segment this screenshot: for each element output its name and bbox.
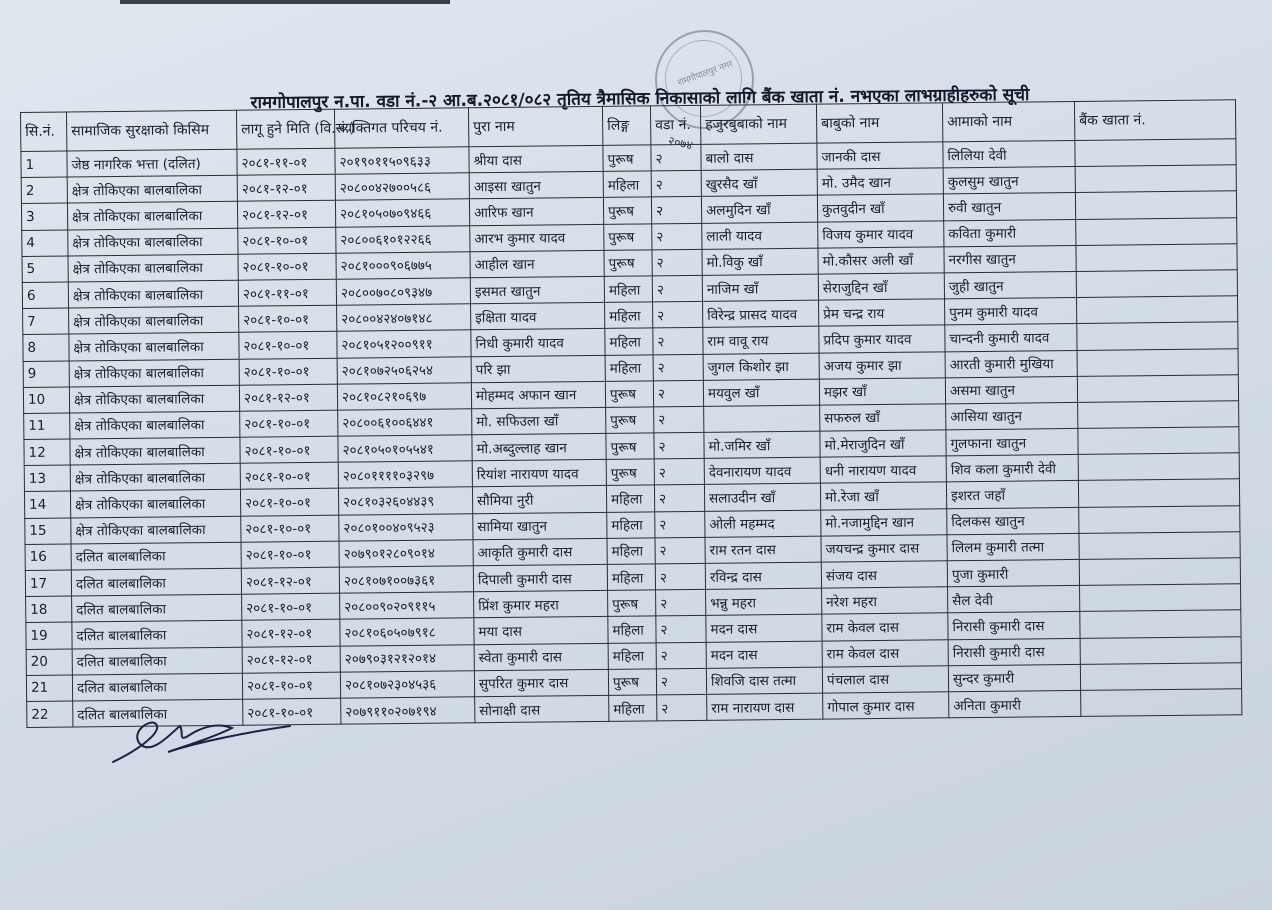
table-cell: क्षेत्र तोकिएका बालबालिका <box>69 306 239 334</box>
table-cell: राम रतन दास <box>705 536 821 563</box>
table-cell: धनी नारायण यादव <box>820 456 946 484</box>
table-cell: २०८०११११०३२९७ <box>338 461 472 489</box>
table-cell: 2 <box>21 177 67 204</box>
table-cell: मया दास <box>474 617 608 645</box>
table-cell: मो.मेराजुदिन खाँ <box>820 430 946 458</box>
table-cell: आकृति कुमारी दास <box>473 538 607 566</box>
table-cell: 12 <box>24 439 70 466</box>
table-cell: 10 <box>23 387 69 414</box>
table-cell: क्षेत्र तोकिएका बालबालिका <box>70 411 240 439</box>
table-cell: दलित बालबालिका <box>71 542 241 570</box>
table-cell: २ <box>654 432 704 459</box>
table-cell: महिला <box>605 354 653 381</box>
table-cell: 1 <box>21 151 67 178</box>
column-header: हजुरबुबाको नाम <box>700 104 816 144</box>
table-cell: क्षेत्र तोकिएका बालबालिका <box>69 359 239 387</box>
table-cell: २ <box>656 616 706 643</box>
table-cell: पुरूष <box>606 459 654 486</box>
table-cell: २०८१-१२-०१ <box>242 620 340 647</box>
table-cell: पंचलाल दास <box>822 666 948 694</box>
table-cell: सौमिया नुरी <box>472 486 606 514</box>
table-cell: महिला <box>605 328 653 355</box>
table-cell: राम वावू राय <box>703 326 819 353</box>
table-cell: महिला <box>605 302 653 329</box>
table-cell <box>1075 165 1236 193</box>
column-header: सामाजिक सुरक्षाको किसिम <box>67 110 237 151</box>
signature <box>108 712 298 772</box>
table-cell: २ <box>652 249 702 276</box>
table-cell: आसिया खातुन <box>946 402 1078 430</box>
table-cell: २०८००७०८०९३४७ <box>336 278 470 306</box>
table-cell: २०८१-१०-०१ <box>240 410 338 437</box>
table-body <box>21 139 1242 728</box>
table-cell: आहील खान <box>470 250 604 278</box>
table-cell: 9 <box>23 360 69 387</box>
document-title: रामगोपालपुर न.पा. वडा नं.-२ आ.ब.२०८१/०८२ तृतिय त्रैमासिक निकासाको लागि बैंक खाता नं. नभएका लाभग्राहीहरुको सूची <box>250 84 1030 114</box>
table-cell <box>1078 453 1239 481</box>
table-cell: स्वेता कुमारी दास <box>474 643 608 671</box>
table-cell: 4 <box>22 230 68 257</box>
table-cell: २०८१-१०-०१ <box>241 541 339 568</box>
column-header: आमाको नाम <box>942 101 1074 141</box>
table-cell: प्रेम चन्द्र राय <box>819 299 945 327</box>
signature-stroke <box>113 723 290 762</box>
table-cell: गुलफाना खातुन <box>946 429 1078 457</box>
table-cell: दलित बालबालिका <box>72 673 242 701</box>
table-cell: २०८००६१००६४४१ <box>338 409 472 437</box>
table-cell: २०८१०३२६०४४३९ <box>338 487 472 515</box>
table-cell <box>1077 374 1238 402</box>
table-cell: श्रीया दास <box>469 145 603 173</box>
table-cell: २ <box>656 668 706 695</box>
table-cell: जुगल किशोर झा <box>703 353 819 380</box>
table-cell <box>1080 610 1241 638</box>
table-cell: अनिता कुमारी <box>949 690 1081 718</box>
column-header: वडा नं. <box>650 105 700 145</box>
table-cell: २०८१-१०-०१ <box>241 515 339 542</box>
table-cell: सेराजुद्दिन खाँ <box>818 273 944 301</box>
table-cell: २०८००६१०१२२६६ <box>336 225 470 253</box>
table-cell: 3 <box>21 203 67 230</box>
table-cell: क्षेत्र तोकिएका बालबालिका <box>69 385 239 413</box>
column-header: बाबुको नाम <box>816 103 942 143</box>
table-cell: 7 <box>23 308 69 335</box>
table-cell: २०८१-१२-०१ <box>237 201 335 228</box>
table-cell: महिला <box>608 642 656 669</box>
table-cell: क्षेत्र तोकिएका बालबालिका <box>68 280 238 308</box>
column-header: व्यक्तिगत परिचय नं. <box>334 108 468 148</box>
table-cell: नरेश महरा <box>822 587 948 615</box>
table-cell <box>1081 689 1242 717</box>
table-cell: २०८१०७१००७३६१ <box>339 566 473 594</box>
table-cell: २०८१०५१२००९११ <box>337 330 471 358</box>
table-cell: सलाउदीन खाँ <box>704 484 820 511</box>
table-cell: इसमत खातुन <box>470 276 604 304</box>
table-cell: पुजा कुमारी <box>947 559 1079 587</box>
table-cell: २०८००४२७००५८६ <box>335 173 469 201</box>
table-cell: २ <box>656 590 706 617</box>
table-cell: २०८१-१०-०१ <box>240 462 338 489</box>
table-cell: खुरसैद खाँ <box>701 169 817 196</box>
table-cell: क्षेत्र तोकिएका बालबालिका <box>68 228 238 256</box>
table-cell: पुरूष <box>603 145 651 172</box>
table-cell: २०८१०७२३०४५३६ <box>340 671 474 699</box>
table-cell: २०८१-१०-०१ <box>242 593 340 620</box>
table-cell: २०८१०००९०६७७५ <box>336 252 470 280</box>
table-cell <box>1080 662 1241 690</box>
table-cell: महिला <box>609 695 657 722</box>
table-cell: २०८१-१०-०१ <box>240 436 338 463</box>
table-cell: कविता कुमारी <box>944 219 1076 247</box>
table-cell: संजय दास <box>821 561 947 589</box>
table-cell: चान्दनी कुमारी यादव <box>945 324 1077 352</box>
table-cell: २०८१-१०-०१ <box>238 253 336 280</box>
table-cell <box>1078 479 1239 507</box>
table-cell: २०८१-१२-०१ <box>242 646 340 673</box>
table-cell <box>1078 427 1239 455</box>
table-cell: २ <box>653 354 703 381</box>
table-cell: २०८१-१०-०१ <box>240 489 338 516</box>
table-cell: क्षेत्र तोकिएका बालबालिका <box>70 463 240 491</box>
table-cell <box>1079 558 1240 586</box>
table-cell: 16 <box>25 544 71 571</box>
table-cell: क्षेत्र तोकिएका बालबालिका <box>67 202 237 230</box>
table-cell <box>1076 217 1237 245</box>
table-cell: २ <box>651 171 701 198</box>
table-cell: सैल देवी <box>948 586 1080 614</box>
table-cell: देवनारायण यादव <box>704 457 820 484</box>
table-cell: मयवुल खाँ <box>703 379 819 406</box>
table-cell: २ <box>654 485 704 512</box>
table-cell: सुपरित कुमार दास <box>474 669 608 697</box>
table-cell: क्षेत्र तोकिएका बालबालिका <box>69 333 239 361</box>
table-cell: शिवजि दास तत्मा <box>706 667 822 694</box>
table-cell: प्रिंश कुमार महरा <box>474 591 608 619</box>
table-cell: सामिया खातुन <box>473 512 607 540</box>
table-cell: २०८१-११-०१ <box>238 279 336 306</box>
table-cell: रियांश नारायण यादव <box>472 460 606 488</box>
table-cell: पुरूष <box>606 407 654 434</box>
table-cell: महिला <box>607 564 655 591</box>
table-cell: 11 <box>24 413 70 440</box>
table-cell: प्रदिप कुमार यादव <box>819 325 945 353</box>
table-cell <box>1075 191 1236 219</box>
table-cell: २ <box>653 301 703 328</box>
table-cell: २ <box>651 144 701 171</box>
table-cell: 15 <box>25 518 71 545</box>
table-cell: २०८१०८२१०६९७ <box>337 382 471 410</box>
table-cell: आरती कुमारी मुखिया <box>945 350 1077 378</box>
table-cell <box>1075 139 1236 167</box>
table-cell: 22 <box>27 701 73 728</box>
table-cell: दलित बालबालिका <box>72 647 242 675</box>
table-cell: निधी कुमारी यादव <box>471 329 605 357</box>
table-cell: महिला <box>607 512 655 539</box>
table-cell: २०८१-१०-०१ <box>239 332 337 359</box>
table-cell: निरासी कुमारी दास <box>948 612 1080 640</box>
table-cell <box>1076 244 1237 272</box>
table-cell: मो. सफिउला खाँ <box>472 407 606 435</box>
table-cell: २ <box>654 459 704 486</box>
table-cell: दलित बालबालिका <box>71 568 241 596</box>
table-cell: पुनम कुमारी यादव <box>945 298 1077 326</box>
table-cell: ओली महम्मद <box>705 510 821 537</box>
table-cell: मो.कौसर अली खाँ <box>818 247 944 275</box>
table-cell: २ <box>655 537 705 564</box>
table-cell <box>1077 296 1238 324</box>
table-cell: २ <box>656 642 706 669</box>
table-cell: महिला <box>608 616 656 643</box>
table-cell: २ <box>653 328 703 355</box>
table-cell: मझर खाँ <box>819 378 945 406</box>
table-cell: लिलम कुमारी तत्मा <box>947 533 1079 561</box>
table-cell: नरगीस खातुन <box>944 245 1076 273</box>
table-cell: मो.जमिर खाँ <box>704 431 820 458</box>
table-cell <box>1077 348 1238 376</box>
table-cell: महिला <box>604 276 652 303</box>
table-cell <box>704 405 820 432</box>
table-cell: राम केवल दास <box>822 613 948 641</box>
table-cell: जानकी दास <box>817 142 943 170</box>
table-cell: मदन दास <box>706 641 822 668</box>
stamp-text: रामगोपालपुर नगर <box>676 59 735 89</box>
table-cell: निरासी कुमारी दास <box>948 638 1080 666</box>
table-cell: मो.अब्दुल्लाह खान <box>472 433 606 461</box>
table-cell: २०८०१००४०९५२३ <box>339 513 473 541</box>
table-cell: सुन्दर कुमारी <box>948 664 1080 692</box>
table-cell <box>1078 401 1239 429</box>
table-cell: रविन्द्र दास <box>705 562 821 589</box>
table-cell: 19 <box>26 622 72 649</box>
table-cell: 13 <box>24 465 70 492</box>
table-cell: 5 <box>22 256 68 283</box>
table-cell: पुरूष <box>608 669 656 696</box>
table-cell: इशरत जहाँ <box>946 481 1078 509</box>
table-cell: कुतवुदीन खाँ <box>817 194 943 222</box>
table-cell: दलित बालबालिका <box>72 621 242 649</box>
table-cell: परि झा <box>471 355 605 383</box>
table-cell <box>1080 636 1241 664</box>
table-cell: 17 <box>25 570 71 597</box>
table-cell: २०८१०५०७०९४६६ <box>335 199 469 227</box>
table-cell: 8 <box>23 334 69 361</box>
table-cell: लाली यादव <box>702 222 818 249</box>
table-cell: २ <box>655 511 705 538</box>
table-cell: क्षेत्र तोकिएका बालबालिका <box>71 516 241 544</box>
table-cell: अलमुदिन खाँ <box>701 196 817 223</box>
table-cell: २०८१०७२५०६२५४ <box>337 356 471 384</box>
table-cell: विरेन्द्र प्रासद यादव <box>703 300 819 327</box>
table-cell: इक्षिता यादव <box>471 303 605 331</box>
table-cell: क्षेत्र तोकिएका बालबालिका <box>67 175 237 203</box>
table-cell: विजय कुमार यादव <box>818 220 944 248</box>
table-cell: २०८१-१२-०१ <box>237 174 335 201</box>
table-cell: पुरूष <box>604 223 652 250</box>
table-cell: २०८१-१०-०१ <box>239 358 337 385</box>
table-cell: मो.विकु खाँ <box>702 248 818 275</box>
table-cell: अजय कुमार झा <box>819 351 945 379</box>
table-cell: सोनाक्षी दास <box>475 695 609 723</box>
table-cell: आरभ कुमार यादव <box>470 224 604 252</box>
table-cell: मो.रेजा खाँ <box>820 482 946 510</box>
table-cell <box>1077 322 1238 350</box>
table-cell <box>1076 270 1237 298</box>
table-cell: २०७९०१२८०९०१४ <box>339 540 473 568</box>
table-cell: आरिफ खान <box>469 198 603 226</box>
table-cell: 18 <box>26 596 72 623</box>
table-cell: २०८१०६०५०७९१८ <box>340 618 474 646</box>
table-cell <box>1079 532 1240 560</box>
table-cell: क्षेत्र तोकिएका बालबालिका <box>70 437 240 465</box>
table-cell: असमा खातुन <box>945 376 1077 404</box>
table-cell: पुरूष <box>604 250 652 277</box>
table-cell: महिला <box>607 538 655 565</box>
table-cell: 20 <box>26 649 72 676</box>
table-cell: २०८१-१०-०१ <box>239 305 337 332</box>
table-cell: २०८१-११-०१ <box>237 148 335 175</box>
beneficiary-table <box>20 99 1242 728</box>
table-cell: 6 <box>22 282 68 309</box>
table-cell: मोहम्मद अफान खान <box>471 381 605 409</box>
column-header: लागू हुने मिति (वि.सं.) <box>236 109 334 149</box>
table-cell: २०८१-१०-०१ <box>242 672 340 699</box>
column-header: पुरा नाम <box>468 106 602 146</box>
table-cell: दिलकस खातुन <box>947 507 1079 535</box>
table-cell: क्षेत्र तोकिएका बालबालिका <box>68 254 238 282</box>
table-cell: शिव कला कुमारी देवी <box>946 455 1078 483</box>
table-cell: २ <box>653 380 703 407</box>
handwritten-number: २०७४ <box>666 133 695 153</box>
table-cell: जेष्ठ नागरिक भत्ता (दलित) <box>67 149 237 177</box>
table-cell: २०८००४२४०७१४८ <box>337 304 471 332</box>
table-cell: कुलसुम खातुन <box>943 167 1075 195</box>
table-cell: जुही खातुन <box>944 271 1076 299</box>
column-header: लिङ्ग <box>602 106 650 146</box>
table-cell: 14 <box>24 491 70 518</box>
table-cell: २ <box>651 197 701 224</box>
table-cell <box>1080 584 1241 612</box>
table-cell: २०८१-१२-०१ <box>239 384 337 411</box>
table-cell: २०८१-१०-०१ <box>238 227 336 254</box>
table-cell: पुरूष <box>603 197 651 224</box>
table-cell: २ <box>652 275 702 302</box>
table-cell: दलित बालबालिका <box>73 699 243 727</box>
table-cell: पुरूष <box>605 381 653 408</box>
table-cell: मदन दास <box>706 615 822 642</box>
table-cell: मो. उमैद खान <box>817 168 943 196</box>
table-cell: २ <box>657 694 707 721</box>
table-cell: २०७९०३१२१२०१४ <box>340 644 474 672</box>
table-cell: महिला <box>603 171 651 198</box>
table-cell: सफरुल खाँ <box>820 404 946 432</box>
table-cell: महिला <box>606 485 654 512</box>
table-cell: पुरूष <box>608 590 656 617</box>
table-cell: क्षेत्र तोकिएका बालबालिका <box>70 490 240 518</box>
table-cell: २०७९११०२०७१९४ <box>341 697 475 725</box>
table-cell <box>1079 505 1240 533</box>
table-cell: २०८१०५०१०५५४१ <box>338 435 472 463</box>
table-cell: दलित बालबालिका <box>72 594 242 622</box>
top-edge-strip <box>120 0 450 4</box>
table-cell: २०८१-१२-०१ <box>241 567 339 594</box>
table-cell: रुवी खातुन <box>943 193 1075 221</box>
table-cell: मो.नजामुद्दिन खान <box>821 508 947 536</box>
table-cell: लिलिया देवी <box>943 140 1075 168</box>
table-cell: 21 <box>26 675 72 702</box>
table-cell: २०८००९०२०९११५ <box>340 592 474 620</box>
table-cell: २ <box>655 563 705 590</box>
table-cell: पुरूष <box>606 433 654 460</box>
table-cell: जयचन्द्र कुमार दास <box>821 535 947 563</box>
table-cell: राम नारायण दास <box>707 693 823 720</box>
table-cell: बालो दास <box>701 143 817 170</box>
table-cell: २०८१-१०-०१ <box>243 698 341 725</box>
table-cell: दिपाली कुमारी दास <box>473 564 607 592</box>
table-cell: गोपाल कुमार दास <box>823 692 949 720</box>
table-cell: नाजिम खाँ <box>702 274 818 301</box>
table-cell: २ <box>652 223 702 250</box>
table-cell: २ <box>654 406 704 433</box>
table-cell: आइसा खातुन <box>469 172 603 200</box>
column-header: सि.नं. <box>21 112 67 151</box>
table-cell: भन्नु महरा <box>706 588 822 615</box>
table-cell: २०१९०११५०९६३३ <box>335 147 469 175</box>
table-cell: राम केवल दास <box>822 639 948 667</box>
column-header: बैंक खाता नं. <box>1074 100 1235 141</box>
